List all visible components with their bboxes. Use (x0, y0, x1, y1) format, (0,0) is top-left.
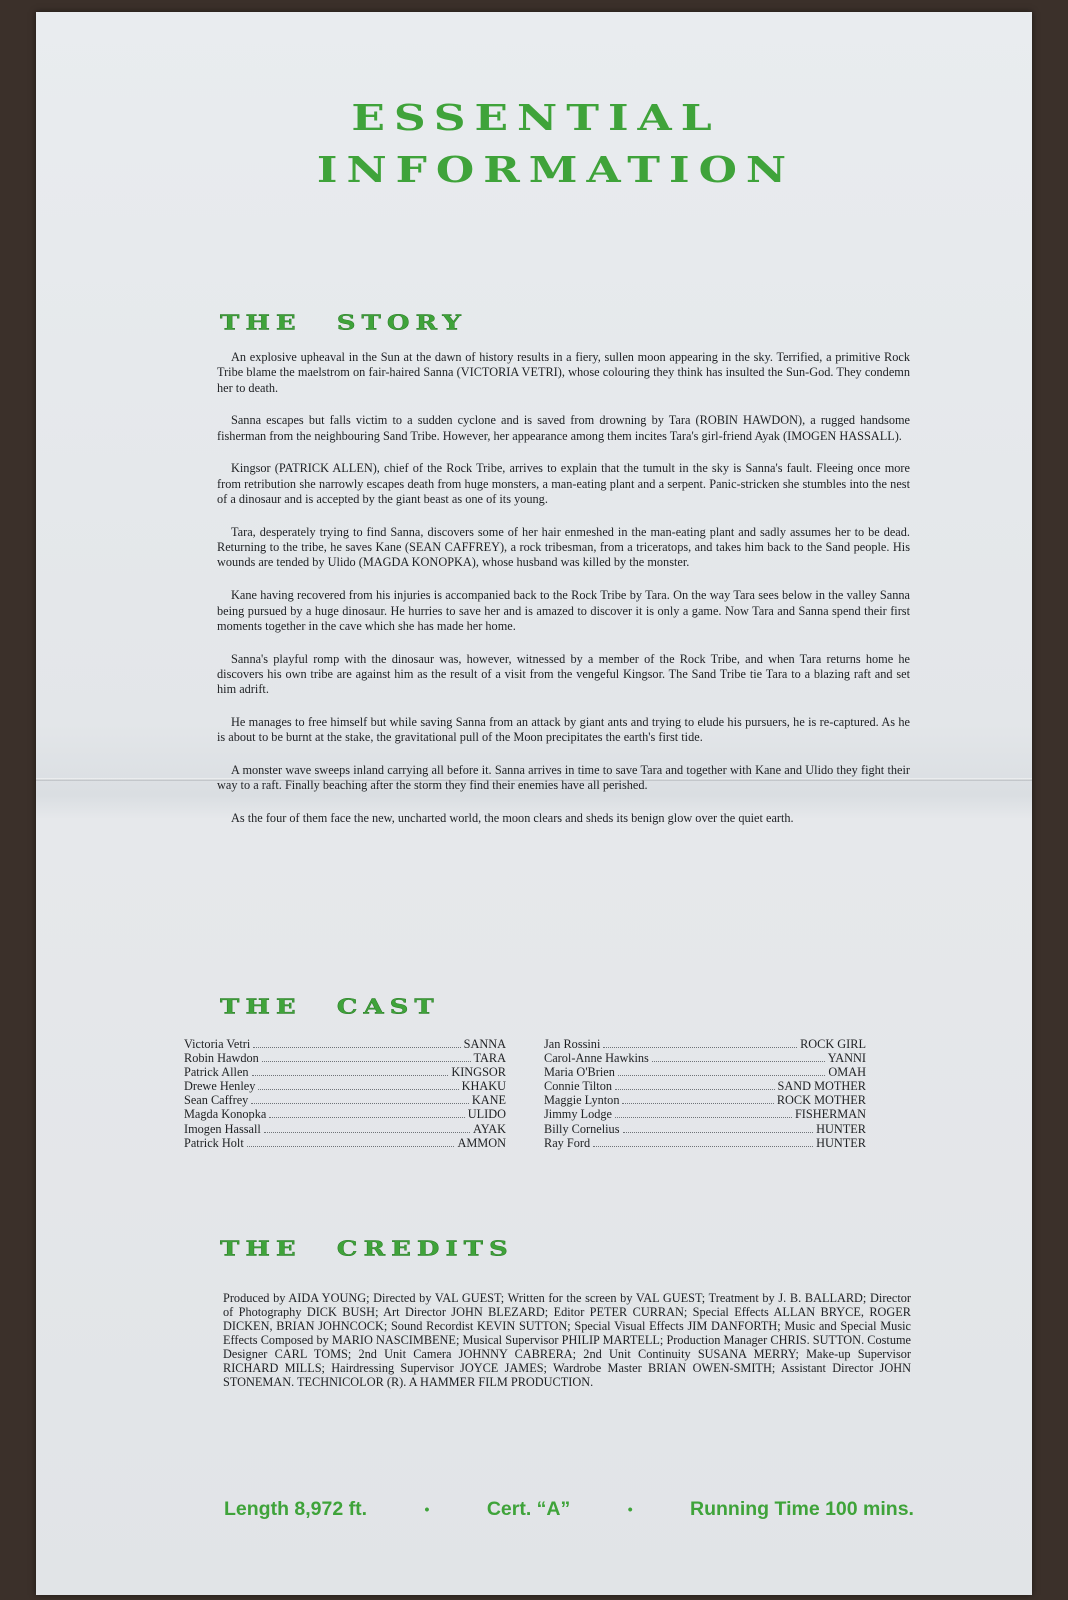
story-paragraph: An explosive upheaval in the Sun at the dawn of history results in a fiery, sullen moon appearing in the sky. Terrified, a primitive Rock Tribe blame the maelstrom on fair-haired Sanna (VICTORIA VETRI), whose colouring they think has insulted the Sun-God. They condemn her to death. (217, 350, 910, 395)
cast-row (544, 1037, 866, 1051)
separator-dot: • (424, 1501, 430, 1517)
actor-name: Robin Hawdon (184, 1051, 259, 1066)
role-name: HUNTER (816, 1121, 866, 1136)
cast-column-right (544, 1037, 866, 1150)
role-name: SAND MOTHER (777, 1079, 866, 1094)
running-time: Running Time 100 mins. (690, 1497, 914, 1520)
role-name: TARA (473, 1051, 506, 1066)
role-name: OMAH (828, 1065, 866, 1080)
story-paragraph: Sanna escapes but falls victim to a sudden cyclone and is saved from drowning by Tara (ROBIN HAWDON), a rugged handsome fisherman from the neighbouring Sand Tribe. However, her appearance among them incites Tara's girl-friend Ayak (IMOGEN HASSALL). (217, 413, 910, 443)
actor-name: Patrick Allen (184, 1065, 249, 1080)
cast-row (184, 1093, 506, 1107)
cast-row (544, 1122, 866, 1136)
cast-row (544, 1051, 866, 1065)
role-name: ROCK MOTHER (776, 1093, 866, 1108)
cast-row (184, 1136, 506, 1150)
leader-dots (615, 1089, 775, 1090)
credits-heading: THE CREDITS (220, 1237, 514, 1261)
leader-dots (618, 1075, 826, 1076)
cast-row (184, 1079, 506, 1093)
actor-name: Maggie Lynton (544, 1093, 620, 1108)
actor-name: Connie Tilton (544, 1079, 612, 1094)
cast-row (184, 1065, 506, 1079)
leader-dots (262, 1061, 471, 1062)
role-name: YANNI (827, 1051, 866, 1066)
actor-name: Maria O'Brien (544, 1065, 615, 1080)
story-paragraph: He manages to free himself but while saving Sanna from an attack by giant ants and trying to elude his pursuers, he is re-captured. As he is about to be burnt at the stake, the gravitational pull of the Moon precipitates the earth's first tide. (217, 715, 910, 745)
actor-name: Carol-Anne Hawkins (544, 1051, 649, 1066)
main-title-line1: ESSENTIAL (351, 98, 721, 139)
role-name: FISHERMAN (794, 1107, 866, 1122)
footer-info (224, 1496, 914, 1522)
role-name: ULIDO (467, 1107, 506, 1122)
leader-dots (251, 1103, 469, 1104)
story-paragraph: Kane having recovered from his injuries is accompanied back to the Rock Tribe by Tara. On the way Tara sees below in the valley Sanna being pursued by a huge dinosaur. He hurries to save her and is amazed to discover it is only a game. Now Tara and Sanna spend their first moments together in the cave which she has made her home. (217, 588, 910, 633)
leader-dots (264, 1132, 470, 1133)
actor-name: Imogen Hassall (184, 1121, 261, 1136)
leader-dots (603, 1047, 797, 1048)
main-title-line2: INFORMATION (316, 150, 796, 191)
leader-dots (247, 1146, 455, 1147)
actor-name: Jan Rossini (544, 1037, 601, 1051)
leader-dots (269, 1117, 464, 1118)
handout-sheet (36, 12, 1032, 1595)
cast-row (184, 1122, 506, 1136)
leader-dots (593, 1146, 813, 1147)
role-name: KANE (471, 1093, 506, 1108)
actor-name: Sean Caffrey (184, 1093, 249, 1108)
actor-name: Drewe Henley (184, 1079, 256, 1094)
story-paragraph: Tara, desperately trying to find Sanna, discovers some of her hair enmeshed in the man-eating plant and sadly assumes her to be dead. Returning to the tribe, he saves Kane (SEAN CAFFREY), a rock tribesman, from a triceratops, and takes him back to the Sand people. His wounds are tended by Ulido (MAGDA KONOPKA), whose husband was killed by the monster. (217, 524, 910, 570)
cast-row (544, 1136, 866, 1150)
story-heading: THE STORY (220, 311, 467, 335)
story-paragraph: A monster wave sweeps inland carrying all before it. Sanna arrives in time to save Tara and together with Kane and Ulido they fight their way to a raft. Finally beaching after the storm they find their enemies have all perished. (217, 763, 910, 793)
credits-text: Produced by AIDA YOUNG; Directed by VAL GUEST; Written for the screen by VAL GUEST; Treatment by J. B. BALLARD; Director of Photography DICK BUSH; Art Director JOHN BLEZARD; Editor PETER CURRAN; Special Effects ALLAN BRYCE, ROGER DICKEN, BRIAN JOHNCOCK; Sound Recordist KEVIN SUTTON; Special Visual Effects JIM DANFORTH; Music and Special Music Effects Composed by MARIO NASCIMBENE; Musical Supervisor PHILIP MARTELL; Production Manager CHRIS. SUTTON. Costume Designer CARL TOMS; 2nd Unit Camera JOHNNY CABRERA; 2nd Unit Continuity SUSANA MERRY; Make-up Supervisor RICHARD MILLS; Hairdressing Supervisor JOYCE JAMES; Wardrobe Master BRIAN OWEN-SMITH; Assistant Director JOHN STONEMAN. TECHNICOLOR (R). A HAMMER FILM PRODUCTION. (223, 1291, 911, 1389)
film-length: Length 8,972 ft. (224, 1497, 368, 1520)
actor-name: Ray Ford (544, 1135, 591, 1150)
certificate: Cert. “A” (486, 1497, 571, 1520)
cast-row (184, 1107, 506, 1121)
leader-dots (623, 1132, 814, 1133)
cast-row (184, 1037, 506, 1051)
leader-dots (615, 1117, 792, 1118)
actor-name: Victoria Vetri (184, 1037, 251, 1051)
separator-dot: • (627, 1501, 633, 1517)
cast-row (544, 1079, 866, 1093)
role-name: HUNTER (816, 1135, 866, 1150)
story-paragraph: Sanna's playful romp with the dinosaur was, however, witnessed by a member of the Rock Tribe, and when Tara returns home he discovers his own tribe are against him as the result of a visit from the vengeful Kingsor. The Sand Tribe tie Tara to a blazing raft and set him adrift. (217, 651, 910, 697)
role-name: KHAKU (461, 1079, 506, 1094)
cast-row (184, 1051, 506, 1065)
leader-dots (252, 1075, 449, 1076)
role-name: SANNA (463, 1037, 506, 1051)
actor-name: Jimmy Lodge (544, 1107, 612, 1122)
role-name: AYAK (472, 1121, 506, 1136)
story-text (217, 350, 910, 844)
actor-name: Magda Konopka (184, 1107, 267, 1122)
cast-row (544, 1093, 866, 1107)
leader-dots (622, 1103, 773, 1104)
role-name: AMMON (457, 1135, 506, 1150)
leader-dots (258, 1089, 458, 1090)
cast-row (544, 1107, 866, 1121)
leader-dots (253, 1047, 460, 1048)
cast-row (544, 1065, 866, 1079)
cast-column-left (184, 1037, 506, 1150)
actor-name: Billy Cornelius (544, 1121, 620, 1136)
role-name: ROCK GIRL (800, 1037, 866, 1051)
story-paragraph: As the four of them face the new, uncharted world, the moon clears and sheds its benign glow over the quiet earth. (231, 811, 794, 826)
leader-dots (652, 1061, 825, 1062)
actor-name: Patrick Holt (184, 1135, 244, 1150)
story-paragraph: Kingsor (PATRICK ALLEN), chief of the Rock Tribe, arrives to explain that the tumult in the sky is Sanna's fault. Fleeing once more from retribution she narrowly escapes death from huge monsters, a man-eating plant and a serpent. Panic-stricken she stumbles into the nest of a dinosaur and is accepted by the giant beast as one of its young. (217, 461, 910, 507)
role-name: KINGSOR (451, 1065, 506, 1080)
cast-heading: THE CAST (220, 995, 440, 1019)
